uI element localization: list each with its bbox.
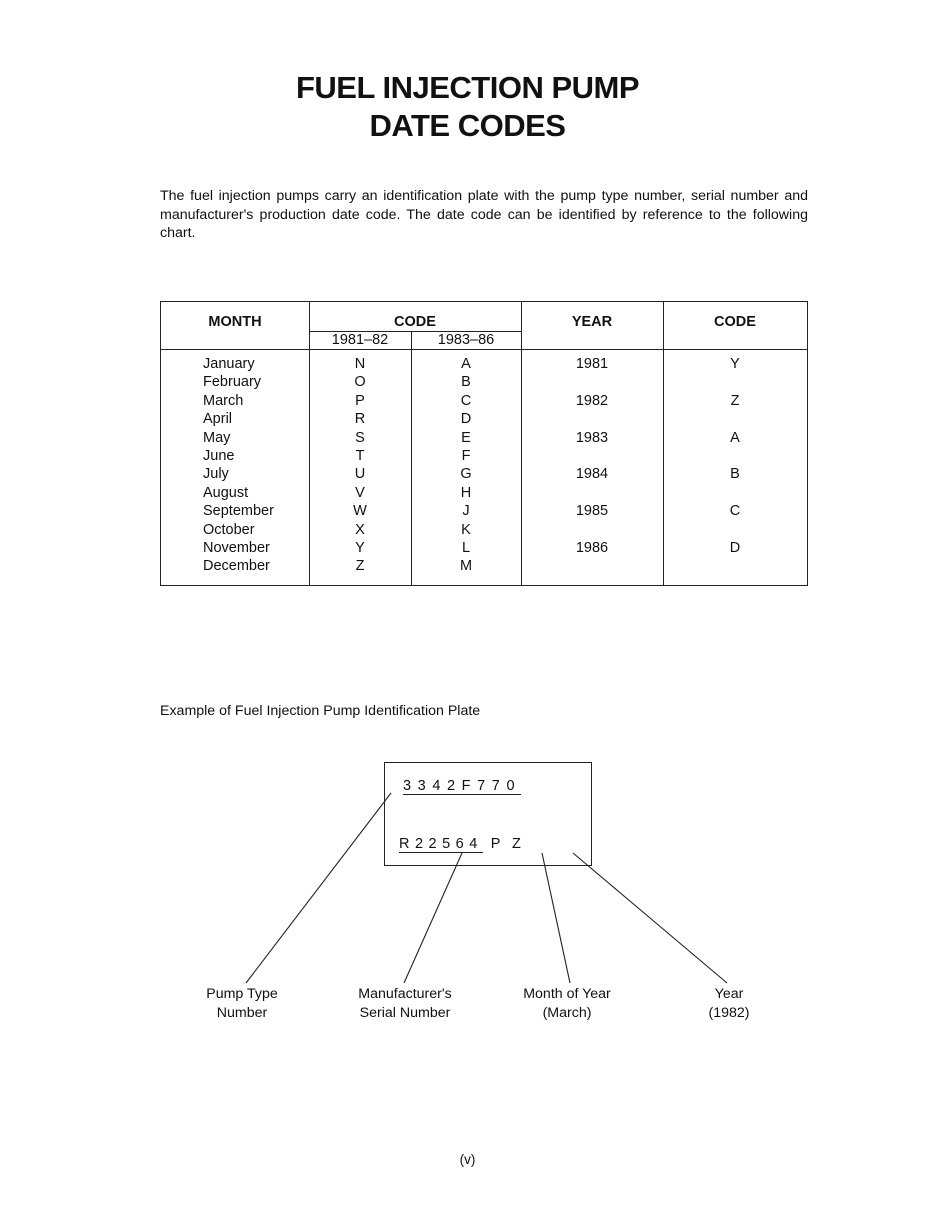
year-value: 1986	[575, 540, 609, 556]
month-name: November	[203, 540, 270, 556]
year-code-value: C	[729, 503, 741, 520]
month-name: May	[203, 429, 231, 446]
month-code-1983-86: M	[459, 558, 473, 575]
month-code-1983-86: K	[461, 521, 471, 538]
month-name: December	[203, 558, 270, 575]
month-name: June	[203, 448, 235, 464]
header-code-1983-86: 1983–86	[437, 332, 495, 348]
month-code-1981-82: S	[355, 429, 365, 446]
month-code-1981-82: T	[355, 448, 365, 464]
month-name: October	[203, 521, 255, 538]
year-value: 1984	[575, 466, 609, 483]
intro-paragraph: The fuel injection pumps carry an identification plate with the pump type number, serial number and manufacturer's production date code. The date code can be identified by reference to the following chart.	[160, 188, 808, 241]
year-code-value: B	[730, 466, 740, 483]
month-code-1983-86: F	[461, 448, 471, 464]
year-value: 1982	[575, 392, 609, 409]
label-month-line2: (March)	[542, 1004, 592, 1021]
month-code-1983-86: E	[461, 429, 471, 446]
month-name: January	[203, 356, 255, 372]
page-title-line2: DATE CODES	[369, 108, 566, 143]
label-pump-type-line2: Number	[216, 1004, 268, 1021]
year-code-value: Z	[730, 392, 740, 409]
page-title-line1: FUEL INJECTION PUMP	[295, 70, 640, 105]
label-pump-type	[157, 985, 327, 1022]
label-pump-type-line1: Pump Type	[206, 986, 278, 1002]
month-code-1983-86: B	[461, 374, 471, 391]
month-name: March	[203, 392, 244, 409]
leader-serial	[404, 853, 462, 983]
month-code-1981-82: Y	[355, 540, 365, 556]
label-month-line1: Month of Year	[523, 986, 611, 1002]
month-code: P	[490, 836, 506, 852]
year-code-value: D	[729, 540, 741, 556]
month-code-1981-82: Z	[355, 558, 365, 575]
label-month	[482, 985, 652, 1022]
example-caption: Example of Fuel Injection Pump Identification Plate	[160, 703, 481, 719]
month-code-1981-82: R	[354, 411, 366, 428]
year-value: 1981	[575, 356, 609, 372]
header-code-1981-82: 1981–82	[331, 332, 389, 348]
leader-month	[542, 853, 570, 983]
label-year-line2: (1982)	[708, 1004, 750, 1021]
header-year: YEAR	[571, 314, 613, 330]
label-year	[644, 985, 814, 1022]
month-code-1981-82: P	[355, 392, 365, 409]
year-code: Z	[511, 836, 527, 852]
month-code-1983-86: D	[460, 411, 472, 428]
month-name: February	[203, 374, 262, 391]
serial-number: R22564	[399, 836, 483, 852]
label-year-line1: Year	[714, 986, 744, 1002]
month-code-1983-86: C	[460, 392, 472, 409]
month-code-1983-86: L	[461, 540, 471, 556]
year-code-value: A	[730, 429, 740, 446]
month-code-1981-82: X	[355, 521, 365, 538]
pump-type-number: 3342F770	[403, 778, 522, 794]
year-value: 1985	[575, 503, 609, 520]
header-year-code: CODE	[714, 314, 756, 330]
leader-pump-type	[246, 793, 391, 983]
month-code-1981-82: O	[354, 374, 366, 391]
leader-year	[573, 853, 727, 983]
month-name: April	[203, 411, 233, 428]
year-code-value: Y	[730, 356, 740, 372]
month-code-1981-82: V	[355, 484, 365, 501]
header-code: CODE	[394, 314, 436, 330]
month-code-1983-86: J	[462, 503, 470, 520]
month-code-1981-82: N	[354, 356, 366, 372]
label-serial-line2: Serial Number	[359, 1004, 451, 1021]
header-month: MONTH	[208, 314, 262, 330]
month-code-1983-86: G	[460, 466, 472, 483]
month-name: July	[203, 466, 229, 483]
month-code-1983-86: A	[461, 356, 471, 372]
month-code-1981-82: W	[353, 503, 367, 520]
month-code-1981-82: U	[354, 466, 366, 483]
year-value: 1983	[575, 429, 609, 446]
page-number: (v)	[459, 1152, 476, 1167]
month-name: September	[203, 503, 274, 520]
label-serial	[320, 985, 490, 1022]
month-code-1983-86: H	[460, 484, 472, 501]
month-name: August	[203, 484, 249, 501]
label-serial-line1: Manufacturer's	[358, 986, 452, 1002]
